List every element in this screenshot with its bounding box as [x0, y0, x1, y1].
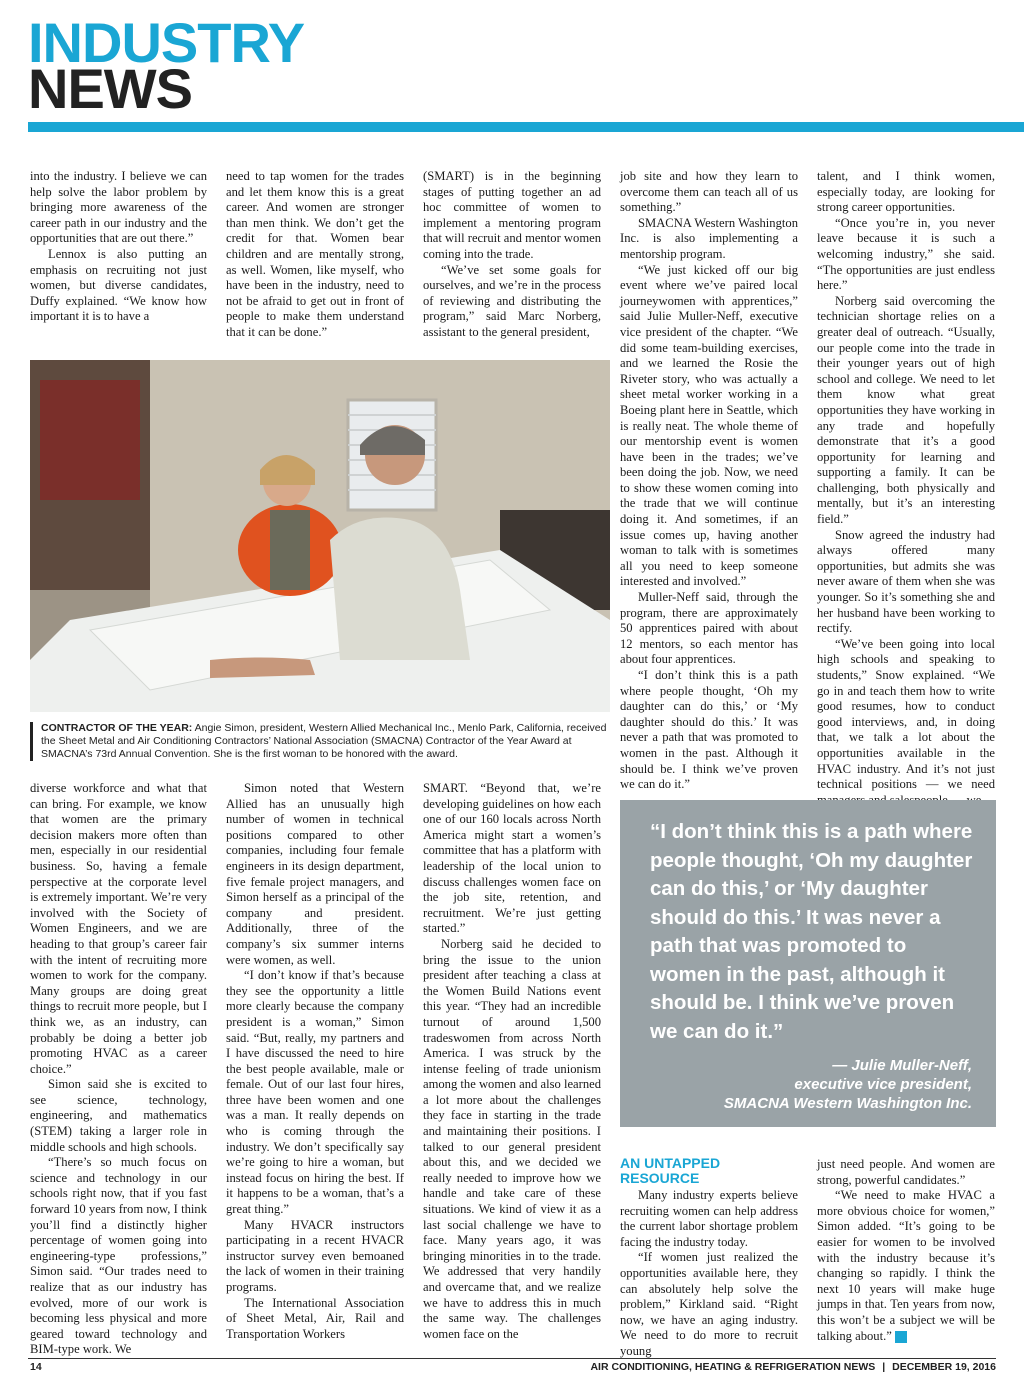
- paragraph: Muller-Neff said, through the program, there are approximately 50 apprentices paired with about 12 mentors, so each mentor has about four apprentices.: [620, 590, 798, 667]
- paragraph: “Once you’re in, you never leave because it is such a welcoming industry,” she said. “The opportunities are just endless here.”: [817, 215, 995, 293]
- end-mark-icon: N: [895, 1331, 907, 1343]
- photo-caption: [30, 722, 610, 761]
- paragraph: The International Association of Sheet Metal, Air, Rail and Transportation Workers: [226, 1295, 404, 1341]
- paragraph: Lennox is also putting an emphasis on recruiting not just women, but diverse candidates, Duffy explained. “We know how important it is to have a: [30, 246, 207, 324]
- paragraph: need to tap women for the trades and let them know this is a great career. And women are stronger than men think. We don’t get the credit for that. Women bear children and are mentally strong, as well. Women, like myself, who have been in the industry, need to not be afraid to get out in front of people to make them understand that it can be done.”: [226, 169, 404, 339]
- masthead-line-news: NEWS: [28, 57, 192, 120]
- paragraph: job site and how they learn to overcome them can teach all of us something.”: [620, 169, 798, 215]
- paragraph: “We’ve been going into local high schools and speaking to students,” Snow explained. “We go in and teach them how to write good resumes, how to conduct good interviews, and, in doing that, we talk a lot about the opportunities available in the HVAC industry. And it’s not just technical positions — we need: [817, 636, 995, 792]
- pull-quote: [620, 800, 996, 1127]
- paragraph: just need people. And women are strong, powerful candidates.”: [817, 1157, 995, 1187]
- bottom-column-5: [817, 1157, 995, 1349]
- top-column-1: [30, 169, 207, 355]
- attribution-name: — Julie Muller-Neff,: [832, 1057, 972, 1074]
- paragraph: Simon noted that Western Allied has an unusually high number of women in technical positions compared to other companies, including four female engineers in its design department, five female project managers, and Simon herself as a principal of the company and president. Additionally, three of the company’s six summer interns were women, as well.: [226, 781, 404, 967]
- attribution-title: executive vice president,: [794, 1076, 972, 1093]
- column-5: [817, 169, 995, 792]
- paragraph: “I don’t think this is a path where people thought, ‘Oh my daughter can do this,’ or ‘My daughter should do this.’ It was never a path that was promoted to women in the past. Although it should be. I think we’ve proven we can do it.”: [620, 668, 798, 792]
- paragraph: SMART. “Beyond that, we’re developing guidelines on how each one of our 160 locals across North America might start a women’s committee that has a platform with leadership of the local union to discuss challenges women face on the job site, retention, and recruitment. We’re just getting started.”: [423, 781, 601, 936]
- attribution-org: SMACNA Western Washington Inc.: [723, 1095, 972, 1112]
- footer-separator: |: [882, 1361, 886, 1373]
- page-number: 14: [30, 1361, 42, 1373]
- caption-lead: CONTRACTOR OF THE YEAR:: [41, 722, 193, 734]
- footer-publication: [590, 1361, 996, 1373]
- publication-name: AIR CONDITIONING, HEATING & REFRIGERATION NEWS: [590, 1361, 876, 1373]
- caption-text: Angie Simon, president, Western Allied Mechanical Inc., Menlo Park, California, received the Sheet Metal and Air Conditioning Contractors’ National Association (SMACNA) Contractor of the Year Award at SMACNA’s 73rd Annual Convention. She is the first woman to be honored with the award.: [41, 722, 607, 760]
- paragraph: “We’ve set some goals for ourselves, and we’re in the process of reviewing and distributing the program,” said Marc Norberg, assistant to the general president,: [423, 262, 601, 339]
- paragraph: (SMART) is in the beginning stages of putting together an ad hoc committee of women to implement a mentoring program that will recruit and mentor women coming into the trade.: [423, 169, 602, 261]
- masthead-line-industry: INDUSTRY: [28, 11, 305, 74]
- paragraph: SMACNA Western Washington Inc. is also implementing a mentorship program.: [620, 215, 798, 261]
- pull-quote-text: “I don’t think this is a path where people thought, ‘Oh my daughter can do this,’ or ‘My daughter should do this.’ It was never a path that was promoted to women in the past, although it should be. I think we’ve proven we can do it.”: [650, 820, 973, 1043]
- paragraph: “If women just realized the opportunities available here, they can absolutely help solve the problem,” Kirkland said. “Right now, we have an aging industry. We need to do more to recruit young: [620, 1250, 798, 1358]
- paragraph: [817, 1188, 995, 1344]
- paragraph: Many HVACR instructors participating in a recent HVACR instructor survey even bemoaned the lack of women in their training programs.: [226, 1217, 404, 1294]
- photo-illustration: [30, 360, 610, 712]
- paragraph: Norberg said overcoming the technician shortage relies on a greater deal of outreach. “Usually, our people come into the trade in their younger years out of high school and college. We need to let them know what great opportunities they have working in any trade and hopefully demonstrate that it’s a good opportunity for learning and supporting a family. It can be challenging, both physically and mentally, but it’s an interesting field.”: [817, 293, 995, 527]
- paragraph: Norberg said he decided to bring the issue to the union president after teaching a class at the Women Build Nations event this year. “They had an incredible turnout of around 1,500 tradeswomen from across North America. I was struck by the intense feeling of trade unionism among the women and also learned a lot more about the challenges they face in starting in the trade and maintaining their positions. I talked to our general president about this, and we decided we really needed to improve how we handle and take care of these situations. We kind of view it as a last social challenge we have to face. Many years ago, it was bringing minorities in to the trade. We addressed that very handily and overcame that, and we realize we have to address this in much the same way. The challenges women face on the: [423, 936, 602, 1341]
- masthead: [28, 11, 305, 120]
- paragraph-text: “We need to make HVAC a more obvious choice for women,” Simon added. “It’s going to be easier for women to be involved with the industry because it’s changing so rapidly. I think the next 10 years will make huge jumps in that. Ten years from now, this won’t be a subject we will be talking about.”: [817, 1188, 995, 1343]
- paragraph: talent, and I think women, especially today, are looking for strong career opportunities.: [817, 169, 995, 215]
- bottom-column-2: [226, 781, 404, 1349]
- paragraph: “There’s so much focus on science and technology in our schools right now, that if you fast forward 10 years from now, I think you’ll find a distinctly higher percentage of women going into engineering-type professions,” Simon said. “Our trades need to realize that as our industry has evolved, more of our work is becoming less physical and more geared toward technology and BIM-type work. We: [30, 1155, 207, 1357]
- section-heading: AN UNTAPPED RESOURCE: [620, 1155, 721, 1186]
- bottom-column-1: [30, 781, 207, 1357]
- top-column-3: [423, 169, 601, 355]
- paragraph: diverse workforce and what that can bring. For example, we know that women are the primary decision makers more often than men, especially in our residential business. So, having a female perspective at the corporate level is extremely important. We’re very involved with the Society of Women Engineers, and we are heading to that group’s career fair with the intent of recruiting more women to work for the company. Many groups are doing great things to recruit more people, but I think we, as an industry, can probably be doing a better job promoting HVAC as a career choice.”: [30, 781, 207, 1076]
- paragraph: Many industry experts believe recruiting women can help address the current labor shortage problem facing the industry today.: [620, 1188, 798, 1249]
- bottom-column-3: [423, 781, 601, 1349]
- top-column-2: [226, 169, 404, 355]
- masthead-rule: [28, 122, 1024, 132]
- contractor-photo: [30, 360, 610, 712]
- paragraph: into the industry. I believe we can help solve the labor problem by bringing more awareness of the career path in our industry and the opportunities that are out there.”: [30, 169, 207, 246]
- paragraph: Snow agreed the industry had always offered many opportunities, but admits she was never aware of them when she was younger. So it’s something she and her husband have been working to rectify.: [817, 527, 995, 636]
- paragraph: Simon said she is excited to see science, technology, engineering, and mathematics (STEM) taking a larger role in middle schools and high schools.: [30, 1077, 207, 1154]
- column-4: [620, 169, 798, 792]
- footer-rule: [28, 1358, 996, 1359]
- paragraph: “I don’t know if that’s because they see the opportunity a little more clearly because the company president is a woman,” Simon said. “But, really, my partners and I have discussed the need to hire the best people available, male or female. Out of our last four hires, three have been women and one was a man. It really depends on who is coming through the industry. We don’t specifically say we’re going to hire a woman, but instead focus on hiring the best. If it happens to be a woman, that’s a great thing.”: [226, 968, 404, 1217]
- bottom-column-4: [620, 1188, 798, 1358]
- paragraph: “We just kicked off our big event where we’ve paired local journeywomen with apprentices,” said Julie Muller-Neff, executive vice president of the chapter. “We did some team-building exercises, and we learned the Rosie the Riveter story, who was actually a sheet metal worker working in a Boeing plant here in Seattle, which is really neat. The whole theme of our mentorship event is women have been in the trades; we’ve been doing the job. Now, we need to show these women coming into the trade that we will continue doing it. And sometimes, if an issue comes up, having another woman to talk with is sometimes all you need to keep someone interested and involved.”: [620, 262, 798, 589]
- issue-date: DECEMBER 19, 2016: [892, 1361, 996, 1373]
- pull-quote-attribution: [650, 1056, 980, 1113]
